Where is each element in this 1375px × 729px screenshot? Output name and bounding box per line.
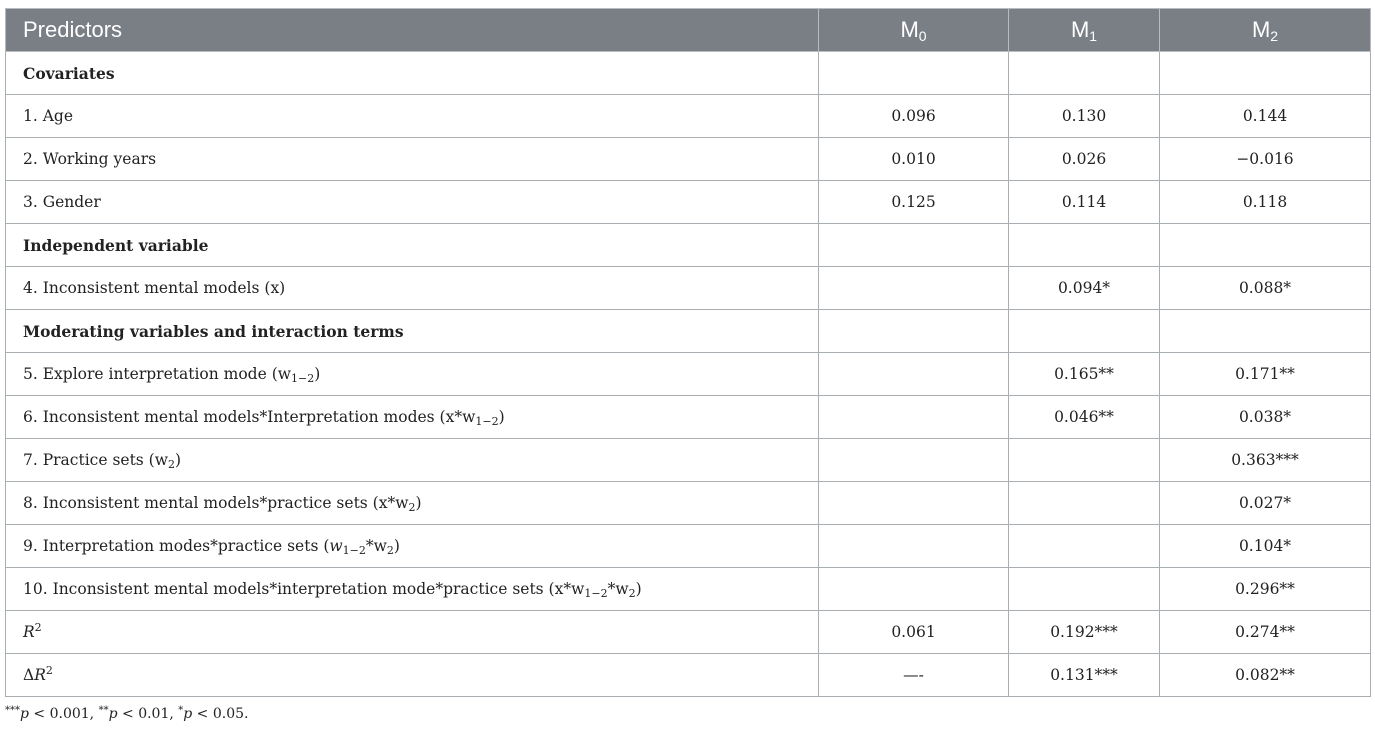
header-m1-sub: 1 [1089,28,1098,44]
cell-m1: 0.131*** [1009,654,1160,697]
footnote-text: < 0.01, [117,706,179,722]
row-label-text: *w [607,580,629,598]
row-label-sub: 2 [408,501,416,514]
row-label-text: 7. Practice sets (w [23,451,168,469]
cell-m2: 0.118 [1160,181,1371,224]
footnote-stars: *** [5,705,20,716]
cell-m1: 0.114 [1009,181,1160,224]
row-label-sub: 1−2 [291,372,315,385]
table-row-delta-r-squared [6,654,1371,697]
cell-m1: 0.165** [1009,353,1160,396]
cell-m2: 0.363*** [1160,439,1371,482]
row-label-sub: 2 [168,458,175,471]
row-label: 4. Inconsistent mental models (x) [6,267,819,310]
cell-m2 [1160,310,1371,353]
row-label: Covariates [6,52,819,95]
row-label-sub: 1−2 [584,587,608,600]
row-label-text: 10. Inconsistent mental models*interpretation mode*practice sets (x*w [23,580,585,598]
table-row-r-squared [6,611,1371,654]
row-label [6,482,819,525]
table-row [6,181,1371,224]
table-row [6,353,1371,396]
header-m0 [819,9,1009,52]
header-predictors: Predictors [6,9,819,52]
cell-m1 [1009,482,1160,525]
row-label-italic: R [23,623,35,641]
table-row [6,396,1371,439]
cell-m0: 0.125 [819,181,1009,224]
row-label-text: ) [393,537,400,555]
cell-m1: 0.026 [1009,138,1160,181]
header-m0-base: M [900,17,919,42]
cell-m1: 0.046** [1009,396,1160,439]
row-label-sup: 2 [34,621,42,634]
cell-m2: 0.082** [1160,654,1371,697]
cell-m0: 0.061 [819,611,1009,654]
cell-m0 [819,396,1009,439]
header-m0-sub: 0 [918,28,927,44]
cell-m2: 0.088* [1160,267,1371,310]
cell-m2: 0.027* [1160,482,1371,525]
row-label-text: *w [365,537,387,555]
cell-m2 [1160,224,1371,267]
table-row [6,439,1371,482]
cell-m2: −0.016 [1160,138,1371,181]
row-label-text: 8. Inconsistent mental models*practice sets (x*w [23,494,409,512]
cell-m0 [819,525,1009,568]
table-footnote [5,706,249,722]
table-row [6,525,1371,568]
results-table-container [5,8,1370,697]
table-row [6,482,1371,525]
row-label [6,439,819,482]
cell-m1 [1009,52,1160,95]
row-label: Moderating variables and interaction terms [6,310,819,353]
header-row [6,9,1371,52]
row-label-sup: 2 [45,664,53,677]
footnote-stars: * [178,705,184,716]
row-label-sub: 2 [386,544,394,557]
cell-m1: 0.192*** [1009,611,1160,654]
row-label-text: ) [314,365,321,383]
cell-m2: 0.171** [1160,353,1371,396]
table-row [6,568,1371,611]
row-label [6,611,819,654]
row-label-text: ) [635,580,642,598]
cell-m0: —- [819,654,1009,697]
row-label-italic: w [329,537,343,555]
row-label [6,525,819,568]
header-m2-sub: 2 [1270,28,1279,44]
header-m2 [1160,9,1371,52]
row-label-sub: 2 [628,587,636,600]
row-label-text: 9. Interpretation modes*practice sets ( [23,537,330,555]
row-label-sub: 1−2 [342,544,366,557]
header-m1-base: M [1070,17,1090,42]
cell-m2: 0.274** [1160,611,1371,654]
footnote-text: < 0.001, [28,706,99,722]
cell-m0 [819,568,1009,611]
row-label: 2. Working years [6,138,819,181]
row-label-italic: R [34,666,46,684]
row-label [6,353,819,396]
row-label-text: 6. Inconsistent mental models*Interpretation modes (x*w [23,408,476,426]
cell-m1 [1009,224,1160,267]
cell-m2: 0.144 [1160,95,1371,138]
row-label [6,654,819,697]
row-label-sub: 1−2 [475,415,499,428]
header-m1 [1009,9,1160,52]
table-row [6,138,1371,181]
row-label [6,396,819,439]
cell-m0 [819,310,1009,353]
table-row [6,95,1371,138]
cell-m1 [1009,525,1160,568]
cell-m2: 0.104* [1160,525,1371,568]
cell-m0 [819,267,1009,310]
row-label-text: ) [175,451,182,469]
footnote-p: p [183,706,193,722]
cell-m2: 0.038* [1160,396,1371,439]
row-label [6,568,819,611]
row-label: 3. Gender [6,181,819,224]
header-m2-base: M [1251,17,1271,42]
row-label-text: 5. Explore interpretation mode (w [23,365,292,383]
section-row-covariates [6,52,1371,95]
cell-m1 [1009,568,1160,611]
regression-table [5,8,1371,697]
footnote-p: p [20,706,29,722]
cell-m0 [819,52,1009,95]
footnote-p: p [108,706,118,722]
row-label-text: ) [415,494,422,512]
row-label-text: Δ [23,666,35,684]
cell-m0 [819,224,1009,267]
cell-m1: 0.130 [1009,95,1160,138]
cell-m0 [819,482,1009,525]
row-label: Independent variable [6,224,819,267]
cell-m0 [819,439,1009,482]
cell-m0: 0.096 [819,95,1009,138]
cell-m1 [1009,310,1160,353]
table-row [6,267,1371,310]
cell-m0: 0.010 [819,138,1009,181]
row-label: 1. Age [6,95,819,138]
section-row-independent-variable [6,224,1371,267]
row-label-text: ) [498,408,505,426]
section-row-moderating-variables [6,310,1371,353]
cell-m0 [819,353,1009,396]
footnote-stars: ** [98,705,109,716]
cell-m1 [1009,439,1160,482]
cell-m1: 0.094* [1009,267,1160,310]
cell-m2: 0.296** [1160,568,1371,611]
cell-m2 [1160,52,1371,95]
footnote-text: < 0.05. [192,706,249,722]
